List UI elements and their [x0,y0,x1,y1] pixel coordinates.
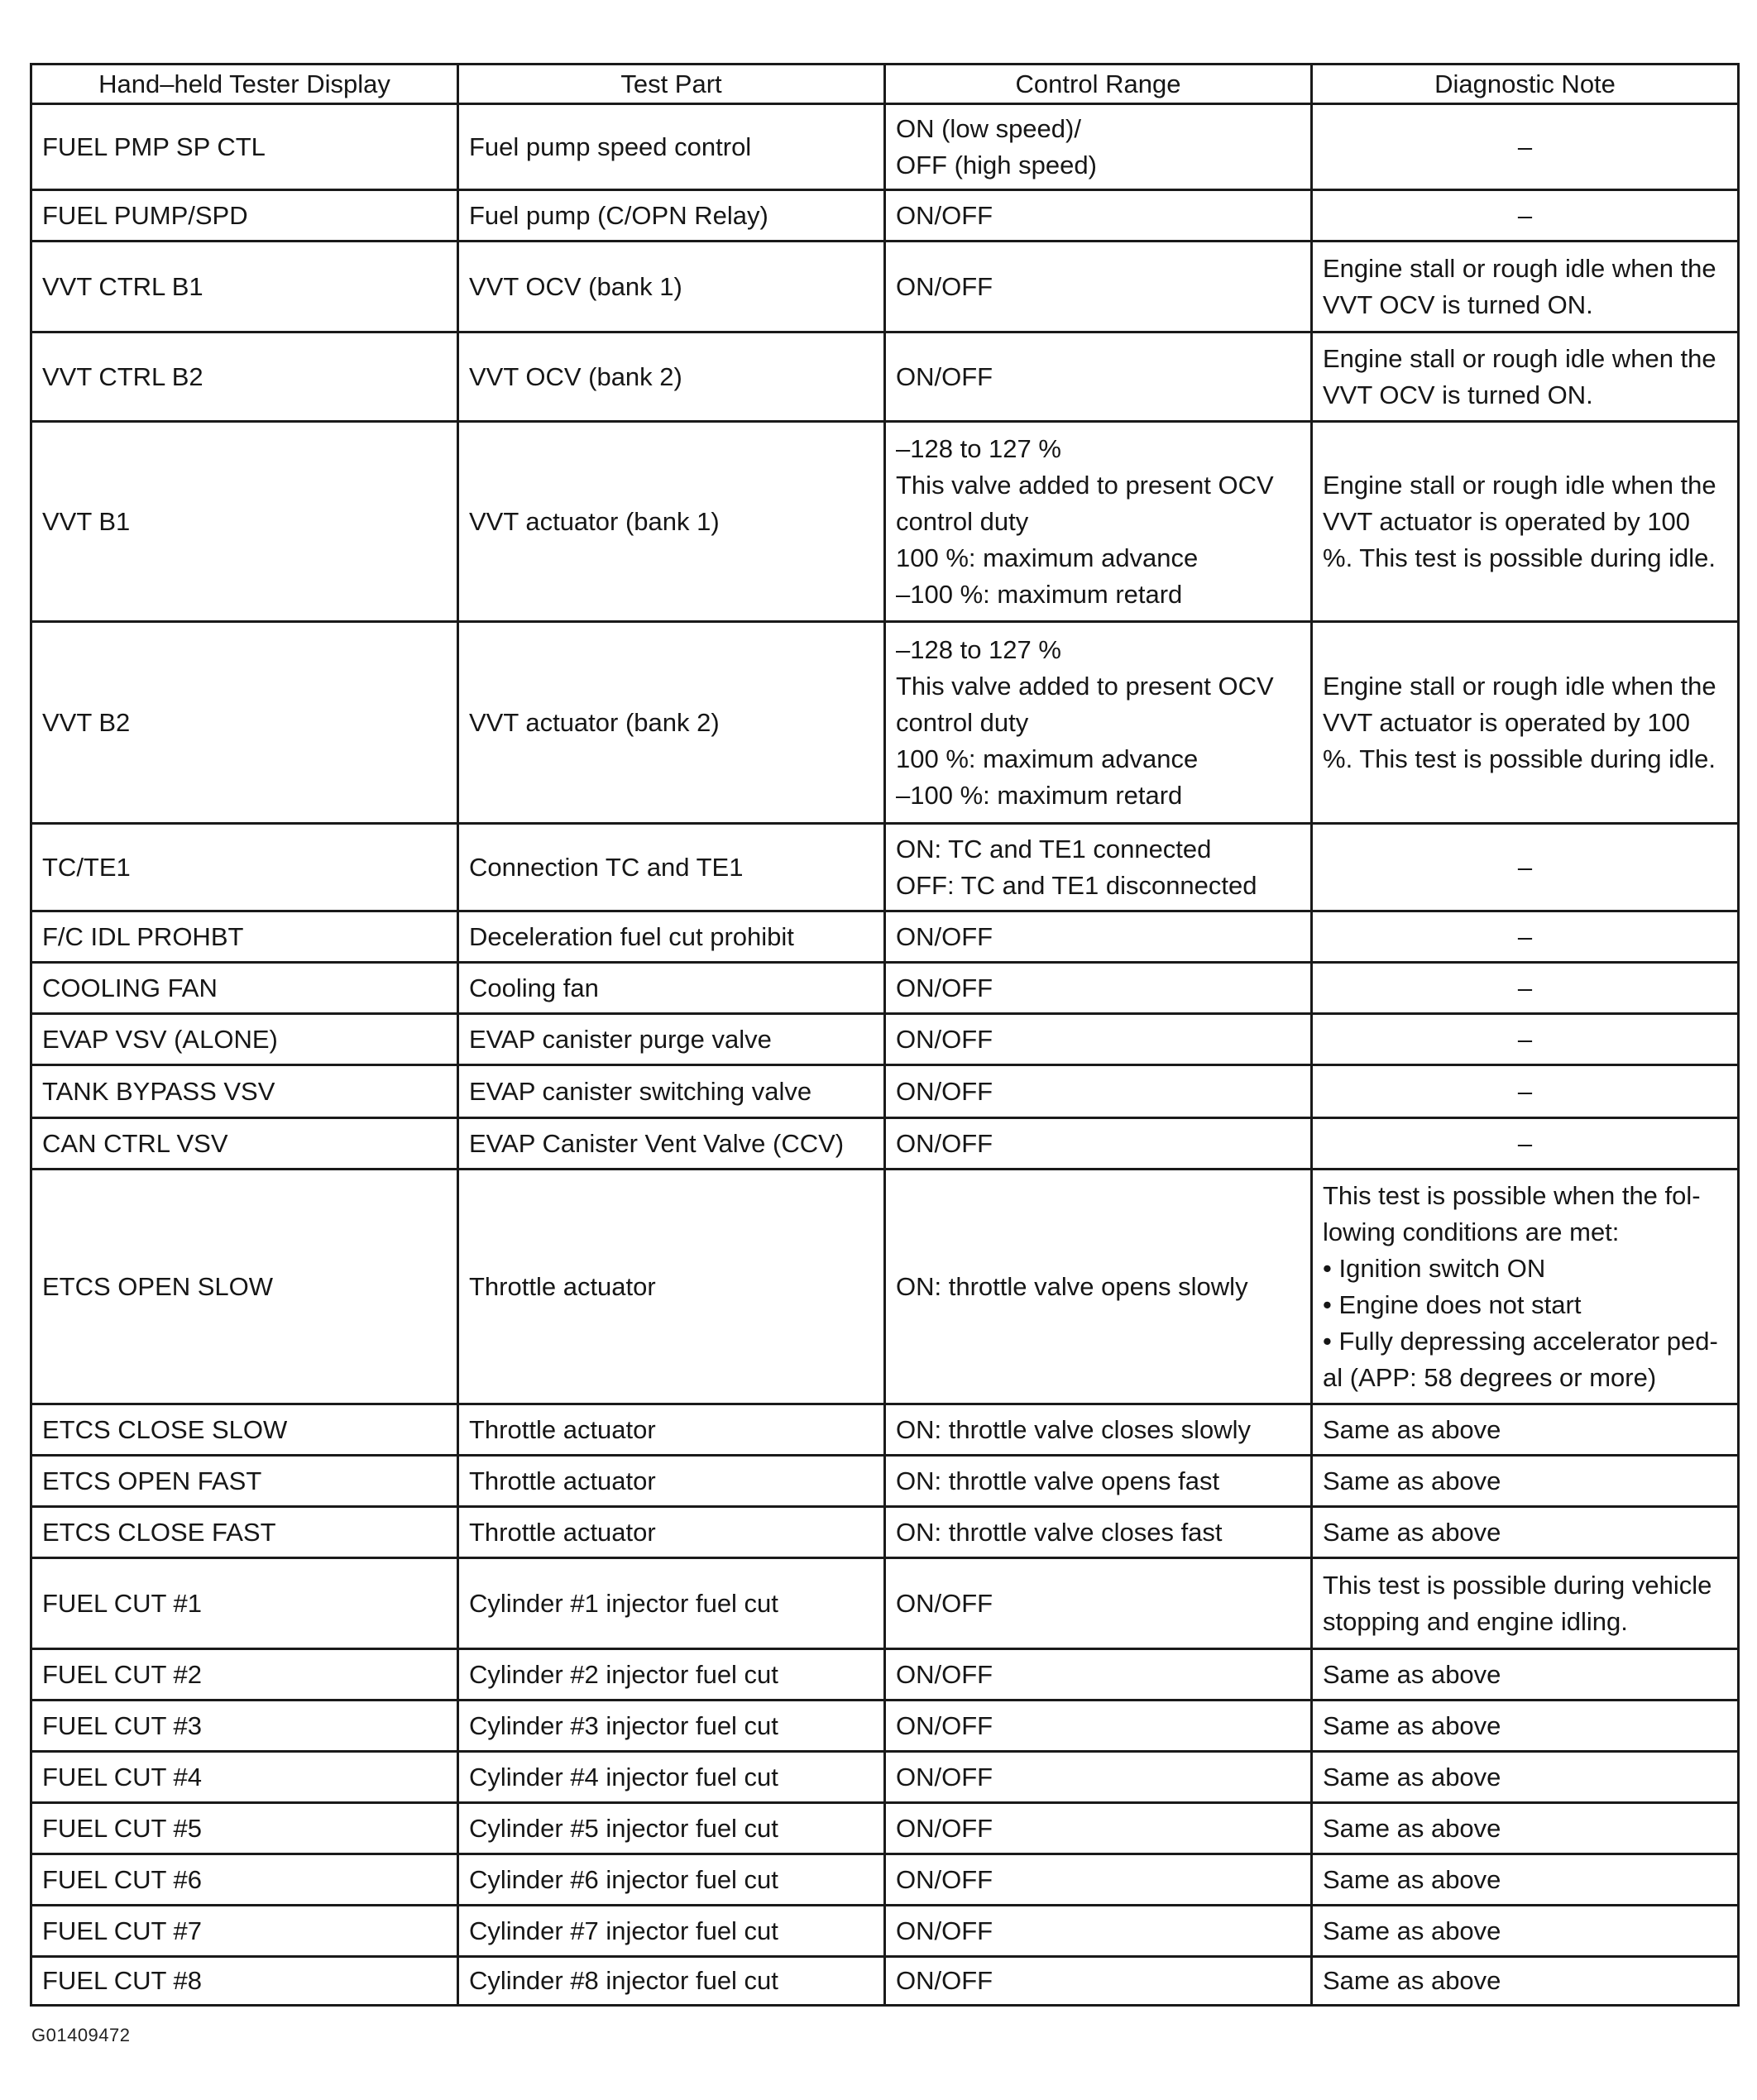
diagnostic-note-line: lowing conditions are met: [1323,1217,1620,1246]
table-row [31,1752,1739,1803]
control-range-line: ON: TC and TE1 connected [896,834,1212,863]
cell-control-range [885,104,1312,190]
cell-test-part: VVT actuator (bank 2) [458,622,885,824]
diagnostic-note-line: Same as above [1323,1659,1501,1689]
cell-control-range [885,190,1312,242]
diagnostic-note-line: %. This test is possible during idle. [1323,543,1716,572]
cell-control-range [885,332,1312,422]
cell-test-part: VVT OCV (bank 2) [458,332,885,422]
cell-diagnostic-note [1312,1170,1739,1404]
cell-test-part: Throttle actuator [458,1404,885,1456]
cell-test-part: Connection TC and TE1 [458,824,885,911]
cell-tester-display: FUEL CUT #6 [31,1854,458,1906]
cell-control-range [885,1014,1312,1065]
control-range-line: ON/OFF [896,1588,993,1618]
cell-diagnostic-note [1312,1558,1739,1649]
cell-test-part: Throttle actuator [458,1507,885,1558]
control-range-line: ON/OFF [896,1966,993,1995]
cell-diagnostic-note [1312,824,1739,911]
cell-test-part: Cylinder #6 injector fuel cut [458,1854,885,1906]
cell-test-part: VVT actuator (bank 1) [458,422,885,622]
control-range-line: ON/OFF [896,1864,993,1894]
diagnostic-note-line: Engine stall or rough idle when the [1323,343,1716,373]
cell-test-part: Deceleration fuel cut prohibit [458,911,885,963]
table-header-row [31,65,1739,104]
cell-diagnostic-note [1312,242,1739,332]
cell-diagnostic-note [1312,1649,1739,1701]
diagnostic-note-line: • Ignition switch ON [1323,1253,1546,1283]
diagnostic-note-line: Same as above [1323,1710,1501,1740]
control-range-line: ON/OFF [896,1128,993,1158]
control-range-line: ON/OFF [896,271,993,301]
cell-control-range [885,242,1312,332]
cell-test-part: Throttle actuator [458,1456,885,1507]
cell-test-part: Cylinder #1 injector fuel cut [458,1558,885,1649]
cell-tester-display: FUEL CUT #2 [31,1649,458,1701]
cell-tester-display: EVAP VSV (ALONE) [31,1014,458,1065]
diagnostic-note-line: Same as above [1323,1813,1501,1843]
cell-test-part: Cooling fan [458,963,885,1014]
diagnostic-note-line: stopping and engine idling. [1323,1606,1628,1636]
table-row [31,1854,1739,1906]
cell-diagnostic-note [1312,1803,1739,1854]
control-range-line: ON/OFF [896,1024,993,1054]
cell-tester-display: TC/TE1 [31,824,458,911]
cell-tester-display: ETCS CLOSE SLOW [31,1404,458,1456]
diagnostic-note-line: Same as above [1323,1966,1501,1995]
table-row [31,1014,1739,1065]
cell-tester-display: VVT B2 [31,622,458,824]
diagnostic-note-line: – [1517,1076,1533,1106]
table-row [31,1507,1739,1558]
diagnostic-note-line: – [1517,973,1533,1002]
cell-diagnostic-note [1312,1957,1739,2006]
control-range-line: ON/OFF [896,1916,993,1945]
cell-tester-display: FUEL CUT #8 [31,1957,458,2006]
cell-test-part: EVAP canister purge valve [458,1014,885,1065]
control-range-line: control duty [896,506,1029,536]
table-row [31,963,1739,1014]
diagnostic-note-line: This test is possible during vehicle [1323,1570,1712,1600]
cell-tester-display: F/C IDL PROHBT [31,911,458,963]
control-range-line: –128 to 127 % [896,634,1061,664]
diagnostic-note-line: Same as above [1323,1916,1501,1945]
diagnostic-note-line: Same as above [1323,1414,1501,1444]
diagnostic-note-line: al (APP: 58 degrees or more) [1323,1362,1657,1392]
control-range-line: ON/OFF [896,973,993,1002]
cell-control-range [885,824,1312,911]
control-range-line: ON/OFF [896,1813,993,1843]
table-row [31,1957,1739,2006]
control-range-line: ON/OFF [896,1659,993,1689]
cell-test-part: EVAP Canister Vent Valve (CCV) [458,1118,885,1170]
cell-diagnostic-note [1312,911,1739,963]
control-range-line: 100 %: maximum advance [896,744,1199,773]
column-header-test-part: Test Part [458,65,885,104]
table-row [31,911,1739,963]
figure-code: G01409472 [31,2025,131,2045]
cell-control-range [885,1649,1312,1701]
cell-diagnostic-note [1312,1014,1739,1065]
cell-tester-display: FUEL CUT #4 [31,1752,458,1803]
cell-control-range [885,1957,1312,2006]
cell-test-part: Throttle actuator [458,1170,885,1404]
cell-control-range [885,1118,1312,1170]
cell-diagnostic-note [1312,1118,1739,1170]
cell-test-part: Cylinder #5 injector fuel cut [458,1803,885,1854]
cell-test-part: EVAP canister switching valve [458,1065,885,1118]
table-row [31,1906,1739,1957]
table-row [31,190,1739,242]
diagnostic-note-line: Same as above [1323,1762,1501,1791]
cell-diagnostic-note [1312,1507,1739,1558]
cell-tester-display: TANK BYPASS VSV [31,1065,458,1118]
cell-tester-display: FUEL PUMP/SPD [31,190,458,242]
cell-diagnostic-note [1312,1404,1739,1456]
diagnostic-note-line: Engine stall or rough idle when the [1323,253,1716,283]
cell-control-range [885,1170,1312,1404]
control-range-line: This valve added to present OCV [896,470,1274,500]
table-row [31,1456,1739,1507]
cell-control-range [885,963,1312,1014]
cell-tester-display: CAN CTRL VSV [31,1118,458,1170]
column-header-display: Hand–held Tester Display [31,65,458,104]
cell-tester-display: ETCS OPEN FAST [31,1456,458,1507]
table-row [31,824,1739,911]
cell-control-range [885,911,1312,963]
cell-control-range [885,1507,1312,1558]
control-range-line: OFF (high speed) [896,150,1097,179]
table-row [31,104,1739,190]
cell-diagnostic-note [1312,622,1739,824]
cell-control-range [885,1854,1312,1906]
diagnostic-note-line: VVT actuator is operated by 100 [1323,506,1691,536]
diagnostic-note-line: VVT actuator is operated by 100 [1323,707,1691,737]
diagnostic-note-line: Same as above [1323,1517,1501,1547]
diagnostic-note-line: – [1517,132,1533,161]
cell-tester-display: VVT CTRL B1 [31,242,458,332]
control-range-line: ON/OFF [896,921,993,951]
cell-tester-display: FUEL CUT #3 [31,1701,458,1752]
cell-tester-display: FUEL PMP SP CTL [31,104,458,190]
table-row [31,1558,1739,1649]
diagnostic-note-line: • Engine does not start [1323,1289,1582,1319]
cell-test-part: VVT OCV (bank 1) [458,242,885,332]
control-range-line: ON/OFF [896,1710,993,1740]
cell-diagnostic-note [1312,1456,1739,1507]
diagnostic-note-line: – [1517,921,1533,951]
cell-control-range [885,1701,1312,1752]
cell-test-part: Fuel pump (C/OPN Relay) [458,190,885,242]
cell-tester-display: VVT B1 [31,422,458,622]
cell-test-part: Cylinder #7 injector fuel cut [458,1906,885,1957]
cell-control-range [885,1906,1312,1957]
control-range-line: ON/OFF [896,361,993,391]
table-row [31,422,1739,622]
cell-diagnostic-note [1312,1701,1739,1752]
control-range-line: ON: throttle valve opens slowly [896,1271,1248,1301]
table-row [31,622,1739,824]
control-range-line: –100 %: maximum retard [896,579,1183,609]
cell-diagnostic-note [1312,1854,1739,1906]
cell-control-range [885,1404,1312,1456]
cell-control-range [885,1752,1312,1803]
cell-tester-display: ETCS CLOSE FAST [31,1507,458,1558]
diagnostic-note-line: – [1517,1024,1533,1054]
cell-tester-display: ETCS OPEN SLOW [31,1170,458,1404]
table-row [31,1170,1739,1404]
table-body [31,104,1739,2006]
column-header-diagnostic-note: Diagnostic Note [1312,65,1739,104]
cell-diagnostic-note [1312,104,1739,190]
column-header-control-range: Control Range [885,65,1312,104]
cell-control-range [885,622,1312,824]
control-range-line: OFF: TC and TE1 disconnected [896,870,1257,900]
table-row [31,1404,1739,1456]
table-row [31,1118,1739,1170]
table-row [31,1649,1739,1701]
cell-tester-display: FUEL CUT #7 [31,1906,458,1957]
diagnostic-note-line: • Fully depressing accelerator ped- [1323,1326,1718,1356]
table-row [31,242,1739,332]
cell-test-part: Cylinder #8 injector fuel cut [458,1957,885,2006]
diagnostic-note-line: Engine stall or rough idle when the [1323,470,1716,500]
table-row [31,1065,1739,1118]
cell-diagnostic-note [1312,332,1739,422]
cell-control-range [885,422,1312,622]
control-range-line: ON (low speed)/ [896,113,1081,143]
diagnostic-note-line: Same as above [1323,1466,1501,1495]
cell-control-range [885,1558,1312,1649]
cell-test-part: Cylinder #3 injector fuel cut [458,1701,885,1752]
cell-tester-display: FUEL CUT #1 [31,1558,458,1649]
control-range-line: –100 %: maximum retard [896,780,1183,810]
control-range-line: ON/OFF [896,200,993,230]
diagnostic-note-line: This test is possible when the fol- [1323,1180,1701,1210]
control-range-line: 100 %: maximum advance [896,543,1199,572]
control-range-line: ON/OFF [896,1762,993,1791]
control-range-line: ON: throttle valve closes slowly [896,1414,1251,1444]
cell-test-part: Cylinder #4 injector fuel cut [458,1752,885,1803]
cell-control-range [885,1803,1312,1854]
table-row [31,1701,1739,1752]
diagnostic-note-line: VVT OCV is turned ON. [1323,380,1593,409]
cell-diagnostic-note [1312,190,1739,242]
cell-test-part: Cylinder #2 injector fuel cut [458,1649,885,1701]
active-test-table [30,63,1740,2007]
control-range-line: –128 to 127 % [896,433,1061,463]
cell-test-part: Fuel pump speed control [458,104,885,190]
diagnostic-note-line: %. This test is possible during idle. [1323,744,1716,773]
diagnostic-note-line: Engine stall or rough idle when the [1323,671,1716,701]
control-range-line: ON: throttle valve opens fast [896,1466,1220,1495]
diagnostic-note-line: – [1517,200,1533,230]
table-row [31,1803,1739,1854]
cell-control-range [885,1065,1312,1118]
cell-tester-display: FUEL CUT #5 [31,1803,458,1854]
table-row [31,332,1739,422]
cell-diagnostic-note [1312,1906,1739,1957]
active-test-table-sheet [30,63,1737,2007]
control-range-line: ON/OFF [896,1076,993,1106]
cell-diagnostic-note [1312,1752,1739,1803]
diagnostic-note-line: – [1517,852,1533,882]
cell-control-range [885,1456,1312,1507]
cell-tester-display: COOLING FAN [31,963,458,1014]
cell-diagnostic-note [1312,1065,1739,1118]
diagnostic-note-line: Same as above [1323,1864,1501,1894]
cell-tester-display: VVT CTRL B2 [31,332,458,422]
diagnostic-note-line: VVT OCV is turned ON. [1323,289,1593,319]
control-range-line: ON: throttle valve closes fast [896,1517,1223,1547]
cell-diagnostic-note [1312,422,1739,622]
control-range-line: This valve added to present OCV [896,671,1274,701]
cell-diagnostic-note [1312,963,1739,1014]
diagnostic-note-line: – [1517,1128,1533,1158]
control-range-line: control duty [896,707,1029,737]
